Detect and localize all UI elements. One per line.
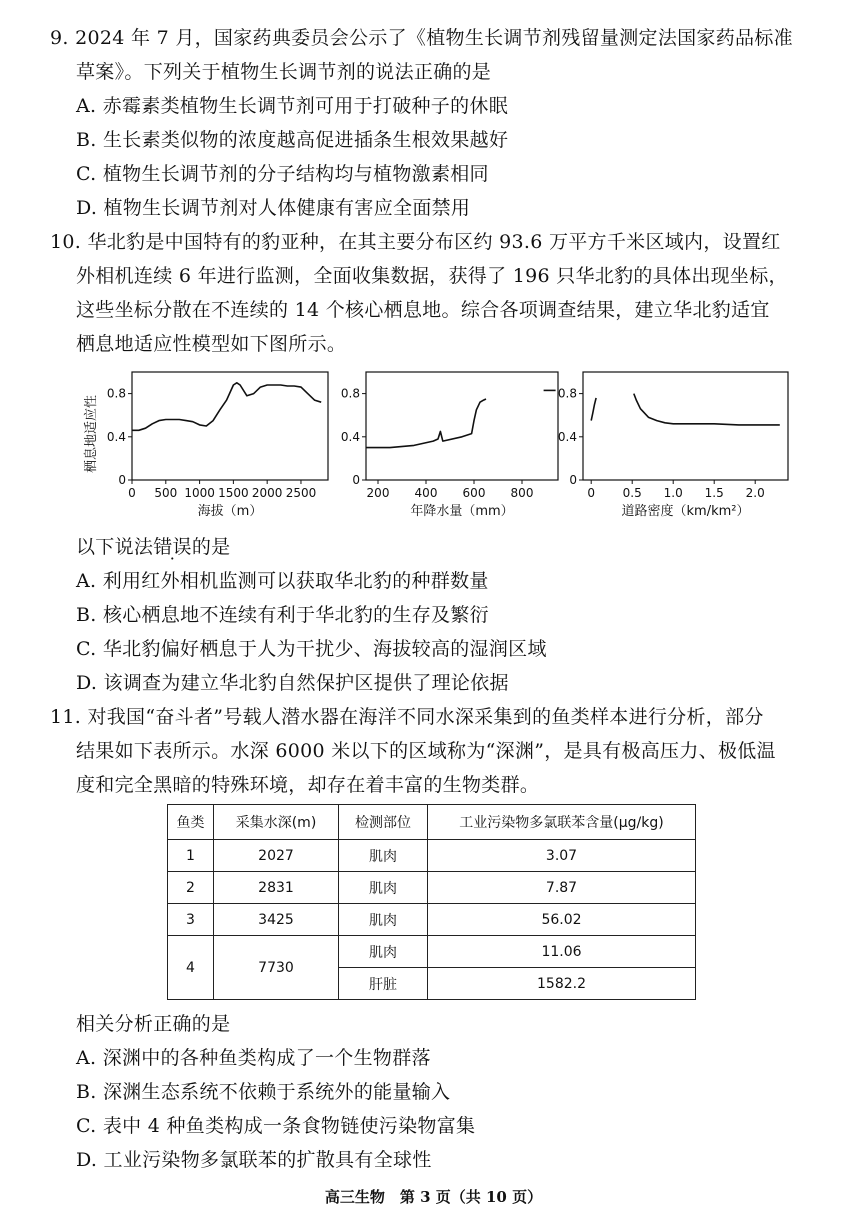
table-header: 检测部位: [339, 805, 428, 840]
x-tick-label: 500: [154, 486, 178, 500]
x-axis-label: 海拔（m）: [197, 504, 263, 519]
y-tick-label: 0.8: [340, 386, 360, 401]
x-tick-label: 2.0: [745, 486, 765, 500]
q10-option-b: B. 核心栖息地不连续有利于华北豹的生存及繁衍: [76, 604, 489, 626]
value-cell: 1582.2: [428, 968, 696, 1000]
y-axis-label: 栖息地适应性: [84, 394, 99, 474]
part-cell: 肌肉: [339, 840, 428, 872]
q10-stem-line1: 10. 华北豹是中国特有的豹亚种，在其主要分布区约 93.6 万平方千米区域内，设置红: [50, 231, 781, 253]
y-tick-label: 0: [352, 473, 360, 487]
part-cell: 肌肉: [339, 904, 428, 936]
q10-stem-line3: 这些坐标分散在不连续的 14 个核心栖息地。综合各项调查结果，建立华北豹适宜: [76, 299, 770, 321]
part-cell: 肌肉: [339, 936, 428, 968]
x-tick-label: 0: [128, 486, 136, 500]
value-cell: 7.87: [428, 872, 696, 904]
fish-cell: 2: [168, 872, 214, 904]
x-axis-label: 年降水量（mm）: [410, 504, 514, 519]
q11-option-b: B. 深渊生态系统不依赖于系统外的能量输入: [76, 1081, 451, 1103]
depth-cell: 2831: [214, 872, 339, 904]
fish-cell: 1: [168, 840, 214, 872]
altitude-chart: [84, 366, 346, 526]
value-cell: 3.07: [428, 840, 696, 872]
road-density-chart: [557, 366, 796, 526]
y-tick-label: 0.4: [106, 429, 126, 444]
q9-option-c: C. 植物生长调节剂的分子结构均与植物激素相同: [76, 163, 489, 185]
value-cell: 11.06: [428, 936, 696, 968]
y-tick-label: 0: [569, 473, 577, 487]
q10-question-prefix: 以下说法: [76, 536, 154, 558]
q9-stem-line2: 草案》。下列关于植物生长调节剂的说法正确的是: [76, 61, 492, 83]
y-tick-label: 0.8: [557, 386, 577, 401]
depth-cell: 7730: [214, 936, 339, 1000]
table-header: 采集水深(m): [214, 805, 339, 840]
q10-option-d: D. 该调查为建立华北豹自然保护区提供了理论依据: [76, 672, 509, 694]
q10-option-a: A. 利用红外相机监测可以获取华北豹的种群数量: [76, 570, 489, 592]
series-line: [591, 398, 596, 421]
plot-frame: [132, 372, 328, 480]
x-tick-label: 200: [366, 486, 390, 500]
q9-option-b: B. 生长素类似物的浓度越高促进插条生根效果越好: [76, 129, 509, 151]
q9-option-a: A. 赤霉素类植物生长调节剂可用于打破种子的休眠: [76, 95, 509, 117]
table-row: [168, 840, 696, 872]
series-line: [132, 383, 321, 431]
table-header-row: [168, 805, 696, 840]
q11-option-c: C. 表中 4 种鱼类构成一条食物链使污染物富集: [76, 1115, 476, 1137]
x-tick-label: 0: [587, 486, 596, 500]
q10-question: [76, 534, 230, 560]
q9-stem-line1: 9. 2024 年 7 月，国家药典委员会公示了《植物生长调节剂残留量测定法国家药品标准: [50, 27, 793, 49]
table-row: [168, 936, 696, 968]
y-tick-label: 0: [118, 473, 126, 487]
x-tick-label: 400: [414, 486, 438, 500]
precipitation-chart: [340, 366, 564, 526]
page-footer: 高三生物 第 3 页（共 10 页）: [324, 1188, 543, 1206]
q10-option-c: C. 华北豹偏好栖息于人为干扰少、海拔较高的湿润区域: [76, 638, 547, 660]
table-row: [168, 904, 696, 936]
q11-question: 相关分析正确的是: [76, 1013, 231, 1035]
q11-option-d: D. 工业污染物多氯联苯的扩散具有全球性: [76, 1149, 432, 1171]
table-row: [168, 872, 696, 904]
fish-cell: 4: [168, 936, 214, 1000]
q11-stem-line2: 结果如下表所示。水深 6000 米以下的区域称为“深渊”，是具有极高压力、极低温: [76, 740, 776, 762]
table-header: 鱼类: [168, 805, 214, 840]
plot-frame: [366, 372, 558, 480]
plot-frame: [583, 372, 788, 480]
q10-stem-line2: 外相机连续 6 年进行监测，全面收集数据，获得了 196 只华北豹的具体出现坐标，: [76, 265, 788, 287]
part-cell: 肝脏: [339, 968, 428, 1000]
q10-question-suffix: 的是: [191, 536, 231, 558]
q9-option-d: D. 植物生长调节剂对人体健康有害应全面禁用: [76, 197, 471, 219]
q10-question-emphasis: 错误: [153, 536, 192, 558]
q11-option-a: A. 深渊中的各种鱼类构成了一个生物群落: [76, 1047, 431, 1069]
fish-cell: 3: [168, 904, 214, 936]
x-tick-label: 2500: [285, 486, 317, 500]
q11-stem-line3: 度和完全黑暗的特殊环境，却存在着丰富的生物类群。: [76, 774, 540, 796]
x-tick-label: 2000: [251, 486, 283, 500]
x-tick-label: 1500: [218, 486, 249, 500]
series-line: [366, 399, 486, 448]
q11-stem-line1: 11. 对我国“奋斗者”号载人潜水器在海洋不同水深采集到的鱼类样本进行分析，部分: [50, 706, 764, 728]
y-tick-label: 0.4: [340, 429, 360, 444]
x-tick-label: 1000: [184, 486, 215, 500]
series-line: [634, 394, 780, 425]
x-axis-label: 道路密度（km/km²）: [621, 504, 750, 519]
part-cell: 肌肉: [339, 872, 428, 904]
depth-cell: 3425: [214, 904, 339, 936]
q10-stem-line4: 栖息地适应性模型如下图所示。: [76, 333, 347, 355]
value-cell: 56.02: [428, 904, 696, 936]
x-tick-label: 1.0: [663, 486, 683, 500]
y-tick-label: 0.4: [557, 429, 577, 444]
depth-cell: 2027: [214, 840, 339, 872]
x-tick-label: 1.5: [704, 486, 724, 500]
table-header: 工业污染物多氯联苯含量(μg/kg): [428, 805, 696, 840]
x-tick-label: 600: [462, 486, 486, 500]
pcb-table: [167, 804, 696, 1000]
x-tick-label: 0.5: [622, 486, 642, 500]
x-tick-label: 800: [510, 486, 534, 500]
y-tick-label: 0.8: [106, 386, 126, 401]
